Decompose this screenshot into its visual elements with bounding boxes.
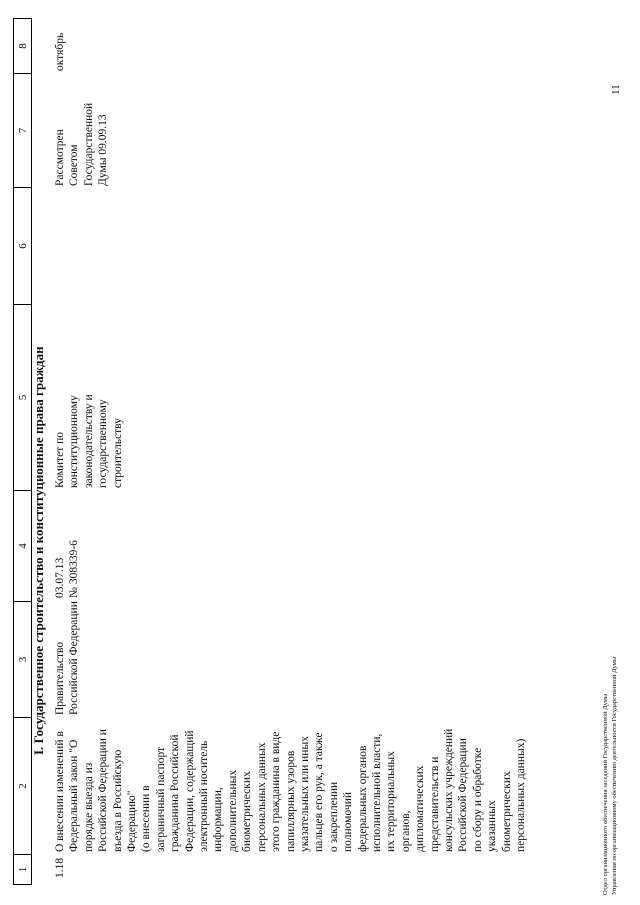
col-number-8: 8 — [14, 18, 31, 74]
col-number-6: 6 — [14, 188, 31, 305]
row-initiator: Правительство Российской Федерации — [54, 601, 81, 715]
col-number-1: 1 — [14, 855, 31, 885]
page-number: 11 — [610, 84, 622, 95]
row-status: Рассмотрен Советом Государственной Думы 09.09.13 — [54, 102, 110, 186]
section-title: I. Государственное строительство и конституционные права граждан — [31, 346, 46, 755]
row-date-number: 03.07.13 № 308339-6 — [54, 540, 81, 598]
row-committee: Комитет по конституционному законодательству и государственному строительству — [54, 394, 124, 488]
footer-line-2: Управления по организационному обеспечению деятельности Государственной Думы — [611, 656, 618, 895]
row-title: О внесении изменений в Федеральный закон "О порядке выезда из Российской Федерации и въезда в Российскую Федерацию" (о внесении в заграничный паспорт гражданина Российской Федерации, содержащий электронный носитель информации, дополнительных биометрических персональных данных этого гражданина в виде папиллярных узоров указательных или иных пальцев его рук, а также о закреплении полномочий федеральных органов исполнительной власти, их территориальных органов, дипломатических представительств и консульских учреждений Российской Федерации по сбору и обработке указанных биометрических персональных данных) — [54, 728, 527, 852]
row-number: 1.18 — [54, 857, 66, 878]
col-number-5: 5 — [14, 305, 31, 491]
footer-line-1: Отдел организационного обеспечения заседаний Государственной Думы — [602, 693, 609, 895]
column-number-row — [13, 18, 32, 885]
col-number-3: 3 — [14, 602, 31, 718]
row-term: октябрь — [54, 32, 66, 71]
col-number-7: 7 — [14, 74, 31, 188]
col-number-2: 2 — [14, 718, 31, 855]
col-number-4: 4 — [14, 491, 31, 602]
